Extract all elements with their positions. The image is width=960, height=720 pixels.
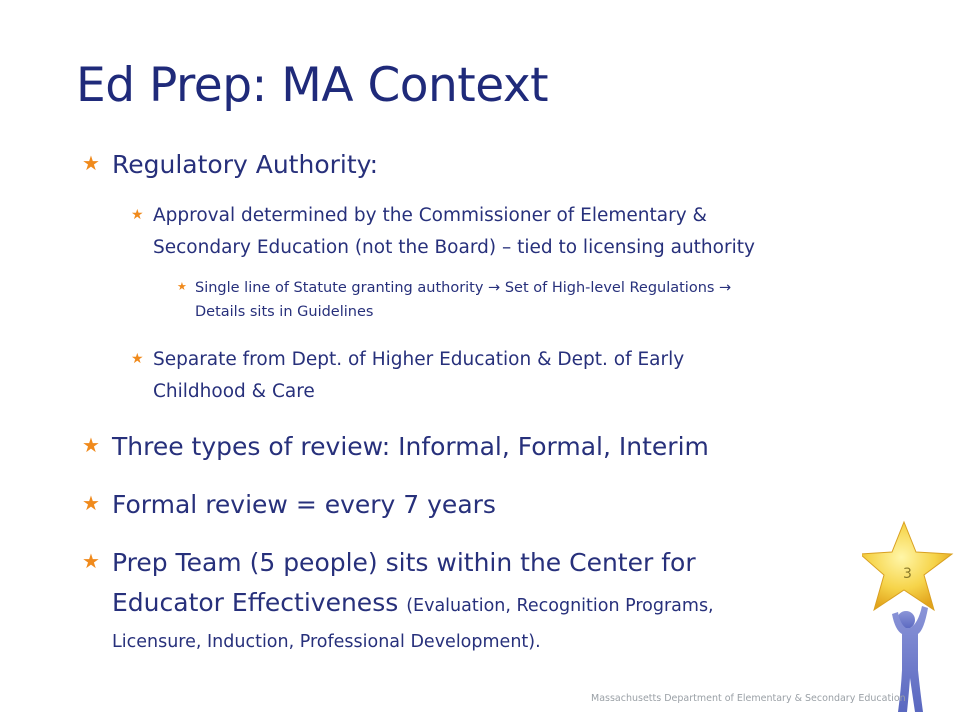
bullet-line-2 (112, 584, 714, 625)
star-bullet-icon: ★ (82, 151, 100, 175)
subsubbullet-line-1: Single line of Statute granting authority → Set of High-level Regulations → (195, 280, 732, 296)
bullet-line-3: Licensure, Induction, Professional Development). (112, 632, 541, 652)
star-bullet-icon: ★ (82, 433, 100, 457)
star-bullet-icon: ★ (177, 280, 187, 293)
bullet-text: Three types of review: Informal, Formal, Interim (112, 432, 709, 461)
bullet-text: Regulatory Authority: (112, 150, 379, 179)
slide-title: Ed Prep: MA Context (76, 58, 549, 113)
star-bullet-icon: ★ (82, 549, 100, 573)
bullet-text: Formal review = every 7 years (112, 490, 496, 519)
footer-text: Massachusetts Department of Elementary & Secondary Education (591, 693, 906, 704)
star-bullet-icon: ★ (82, 491, 100, 515)
page-number: 3 (903, 566, 912, 582)
subbullet-line-1: Separate from Dept. of Higher Education & Dept. of Early (153, 349, 685, 370)
subbullet-line-2: Secondary Education (not the Board) – tied to licensing authority (153, 237, 755, 258)
subbullet-line-2: Childhood & Care (153, 381, 315, 402)
subbullet-line-1: Approval determined by the Commissioner of Elementary & (153, 205, 707, 226)
star-bullet-icon: ★ (131, 207, 144, 223)
bullet-line-2-main: Educator Effectiveness (112, 588, 407, 617)
star-person-logo (862, 520, 958, 720)
star-bullet-icon: ★ (131, 351, 144, 367)
subsubbullet-line-2: Details sits in Guidelines (195, 304, 374, 320)
bullet-line-2-note: (Evaluation, Recognition Programs, (406, 596, 714, 616)
bullet-line-1: Prep Team (5 people) sits within the Center for (112, 548, 696, 577)
